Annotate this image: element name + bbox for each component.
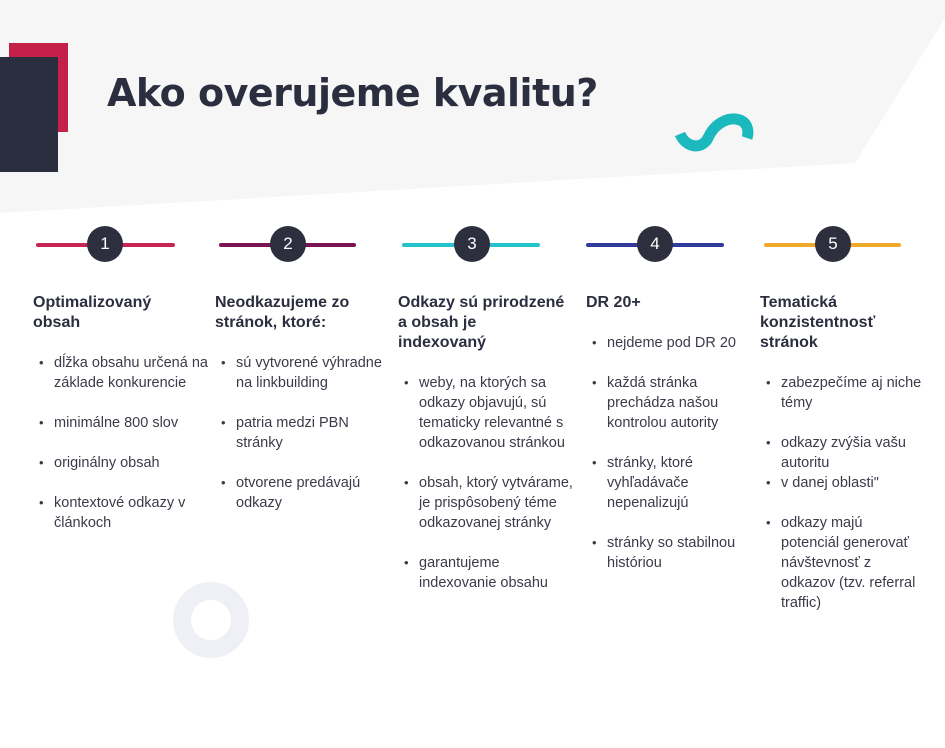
step-5-title: Tematická konzistentnosť stránok (760, 294, 876, 351)
ring-icon (172, 581, 250, 659)
step-3-list (398, 373, 578, 613)
bullet-icon: • (592, 335, 597, 350)
list-item: • garantujeme indexovanie obsahu (404, 555, 548, 591)
page-title: Ako overujeme kvalitu? (107, 71, 598, 115)
step-4-title: DR 20+ (586, 294, 641, 311)
step-2-number: 2 (283, 234, 293, 253)
list-item: • originálny obsah (39, 455, 160, 471)
step-2-number-circle (270, 226, 306, 262)
step-1-title: Optimalizovaný obsah (33, 294, 152, 331)
list-item: • obsah, ktorý vytvárame, je prispôsobený téme odkazovanej stránky (404, 475, 573, 531)
list-item: • otvorene predávajú odkazy (221, 475, 361, 511)
bullet-icon: • (404, 555, 409, 570)
step-2-title: Neodkazujeme zo stránok, ktoré: (215, 294, 350, 331)
list-item: • minimálne 800 slov (39, 415, 179, 431)
list-item: • weby, na ktorých sa odkazy objavujú, sú tematicky relevantné s odkazovanou stránkou (404, 375, 565, 451)
list-item: • odkazy majú potenciál generovať návštevnosť z odkazov (tzv. referral traffic) (766, 515, 916, 611)
step-4-list (586, 333, 746, 593)
bullet-icon: • (39, 495, 44, 510)
list-item: • v danej oblasti" (766, 475, 879, 491)
bullet-icon: • (404, 375, 409, 390)
list-item: • odkazy zvýšia vašu autoritu (766, 435, 906, 471)
step-2-list (215, 353, 395, 533)
step-5-number: 5 (828, 234, 838, 253)
list-item: • nejdeme pod DR 20 (592, 335, 736, 351)
bullet-icon: • (592, 375, 597, 390)
list-item: • zabezpečíme aj niche témy (766, 375, 922, 411)
list-item: • kontextové odkazy v článkoch (39, 495, 186, 531)
step-4-number: 4 (650, 234, 660, 253)
bullet-icon: • (221, 415, 226, 430)
step-5-list (760, 373, 922, 633)
bullet-icon: • (221, 355, 226, 370)
bullet-icon: • (766, 435, 771, 450)
step-4-number-circle (637, 226, 673, 262)
bullet-icon: • (766, 475, 771, 490)
step-3-number: 3 (467, 234, 477, 253)
list-item: • patria medzi PBN stránky (221, 415, 349, 451)
step-1-list (33, 353, 213, 553)
bullet-icon: • (39, 455, 44, 470)
bullet-icon: • (592, 455, 597, 470)
bullet-icon: • (766, 375, 771, 390)
bullet-icon: • (39, 415, 44, 430)
step-1-number: 1 (100, 234, 110, 253)
step-3-number-circle (454, 226, 490, 262)
list-item: • každá stránka prechádza našou kontrolou autority (592, 375, 719, 431)
bullet-icon: • (221, 475, 226, 490)
decorative-navy-block (0, 57, 58, 172)
list-item: • dĺžka obsahu určená na základe konkurencie (39, 355, 208, 391)
step-5-number-circle (815, 226, 851, 262)
step-3-title: Odkazy sú prirodzené a obsah je indexovaný (398, 294, 565, 351)
list-item: • sú vytvorené výhradne na linkbuilding (221, 355, 382, 391)
teal-squiggle-icon (672, 112, 754, 156)
bullet-icon: • (766, 515, 771, 530)
step-1-number-circle (87, 226, 123, 262)
list-item: • stránky so stabilnou históriou (592, 535, 736, 571)
bullet-icon: • (592, 535, 597, 550)
list-item: • stránky, ktoré vyhľadávače nepenalizujú (592, 455, 693, 511)
bullet-icon: • (404, 475, 409, 490)
bullet-icon: • (39, 355, 44, 370)
